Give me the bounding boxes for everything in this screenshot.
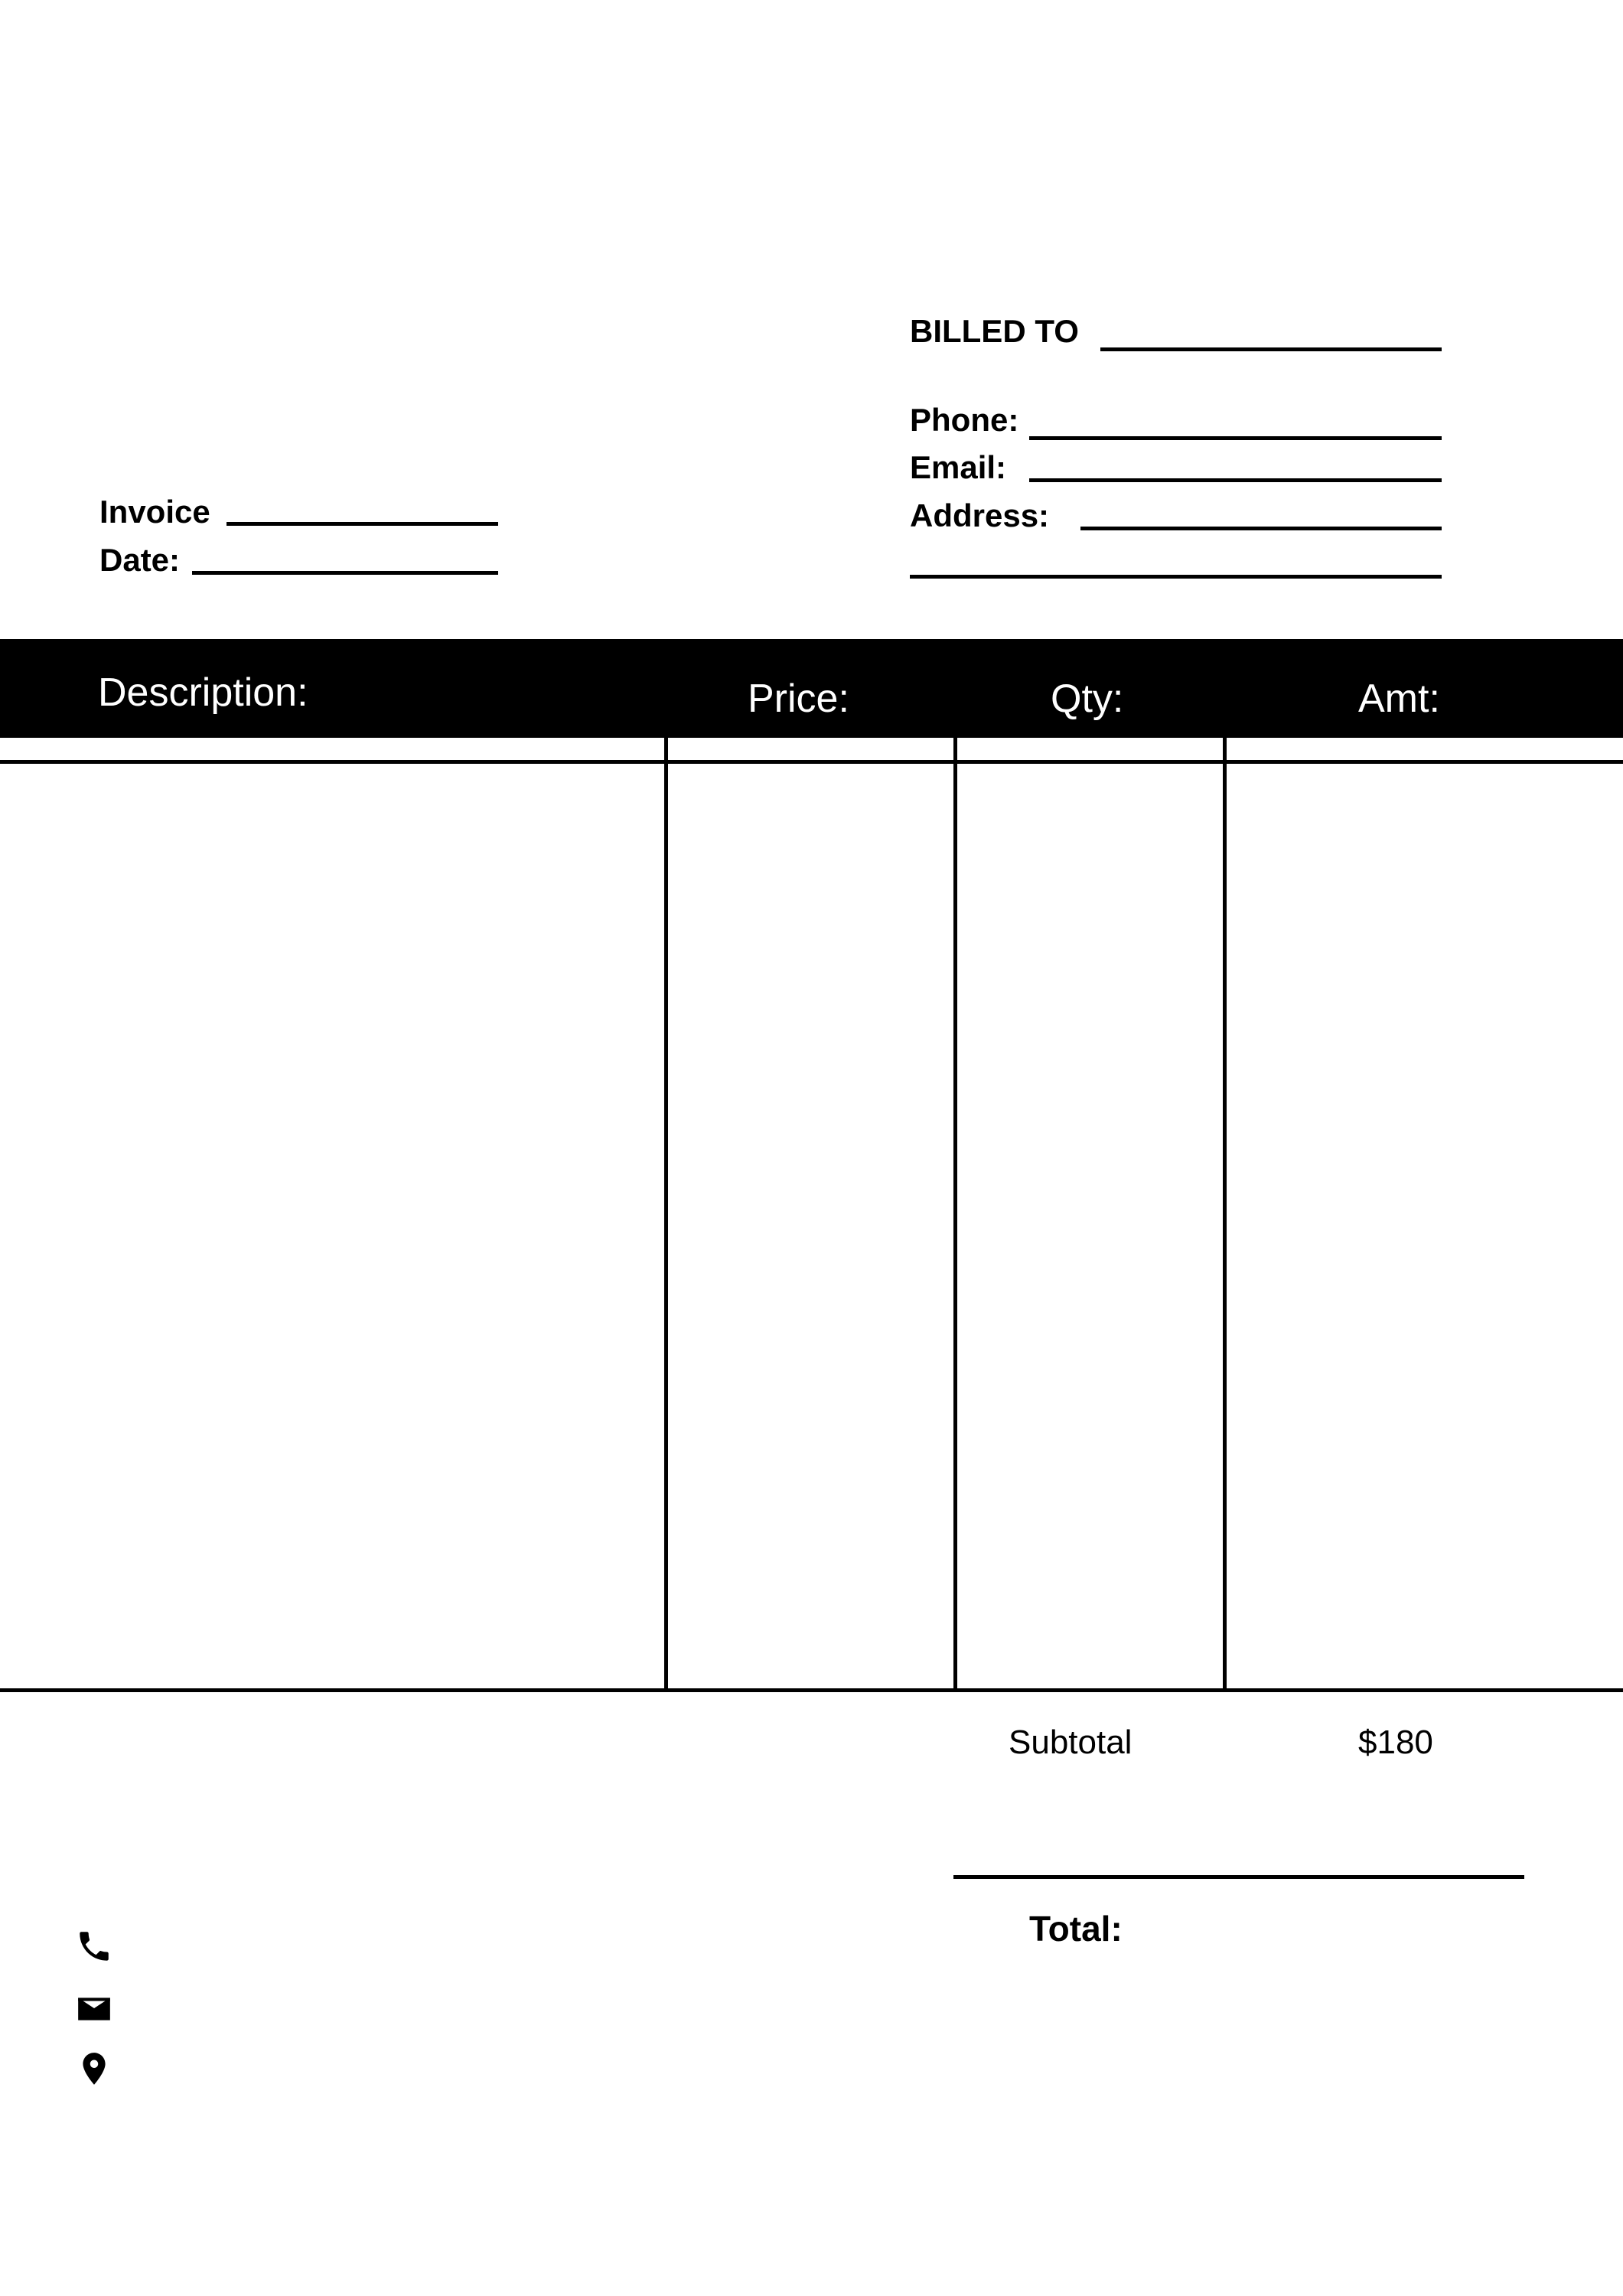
total-label: Total: — [1029, 1909, 1123, 1949]
description-header: Description: — [98, 670, 308, 715]
date-field-line[interactable] — [192, 571, 498, 575]
column-divider-amt — [1223, 738, 1227, 1690]
qty-header: Qty: — [1051, 677, 1124, 721]
column-divider-qty — [953, 738, 957, 1690]
map-pin-icon — [75, 2050, 113, 2088]
address-label: Address: — [910, 497, 1050, 533]
table-top-rule — [0, 760, 1623, 764]
billed-to-label: BILLED TO — [910, 313, 1079, 349]
phone-field-line[interactable] — [1029, 436, 1442, 440]
column-divider-price — [664, 738, 668, 1690]
envelope-icon — [75, 1990, 113, 2028]
address-field-line[interactable] — [1080, 527, 1442, 530]
table-bottom-rule — [0, 1688, 1623, 1692]
subtotal-label: Subtotal — [1009, 1724, 1133, 1761]
invoice-label: Invoice — [99, 494, 210, 530]
billed-to-field-line[interactable] — [1100, 347, 1442, 351]
subtotal-value: $180 — [1358, 1724, 1433, 1761]
phone-label: Phone: — [910, 402, 1019, 438]
amt-header: Amt: — [1358, 677, 1440, 721]
total-rule — [953, 1875, 1524, 1879]
price-header: Price: — [748, 677, 849, 721]
phone-icon — [75, 1927, 113, 1965]
email-field-line[interactable] — [1029, 478, 1442, 482]
address-field-line-2[interactable] — [910, 575, 1442, 579]
email-label: Email: — [910, 449, 1007, 485]
date-label: Date: — [99, 542, 181, 578]
invoice-field-line[interactable] — [227, 522, 498, 526]
